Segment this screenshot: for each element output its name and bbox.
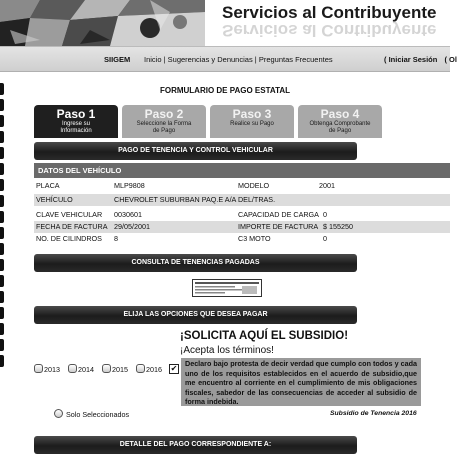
section-header-tenencia: PAGO DE TENENCIA Y CONTROL VEHICULAR [34, 142, 357, 160]
field-value: 0 [323, 210, 327, 219]
radio-label: Solo Seleccionados [66, 410, 130, 419]
step-desc: de Pago [328, 128, 352, 134]
top-navbar [0, 46, 457, 72]
side-tab[interactable] [0, 147, 4, 159]
side-tab[interactable] [0, 323, 4, 335]
page-brand-title: Servicios al Contribuyente [222, 3, 437, 22]
side-tab[interactable] [0, 163, 4, 175]
receipt-icon[interactable] [192, 279, 262, 297]
field-value: 8 [114, 234, 118, 243]
field-label: NO. DE CILINDROS [36, 234, 102, 243]
side-tab[interactable] [0, 131, 4, 143]
subsidy-terms-checkbox[interactable]: ✔ [170, 364, 178, 373]
vehicle-row-placa [34, 180, 450, 192]
side-tab[interactable] [0, 99, 4, 111]
side-tab[interactable] [0, 291, 4, 303]
field-label: C3 MOTO [238, 234, 271, 243]
checkbox-icon [102, 364, 111, 373]
nav-extra-link[interactable]: ( Ol [444, 55, 457, 64]
step-number: Paso 4 [320, 107, 360, 121]
side-tab[interactable] [0, 275, 4, 287]
nav-link-preguntas[interactable]: Preguntas Frecuentes [258, 55, 333, 64]
field-label: MODELO [238, 181, 270, 190]
side-tab[interactable] [0, 227, 4, 239]
field-value: 0030601 [114, 210, 142, 219]
mosaic-banner-image [0, 0, 205, 46]
year-checkbox-2013[interactable] [34, 364, 60, 375]
nav-links: Inicio | Sugerencias y Denuncias | Preguntas Frecuentes [144, 55, 333, 64]
step-number: Paso 2 [144, 107, 184, 121]
field-label: IMPORTE DE FACTURA [238, 222, 319, 231]
field-label: FECHA DE FACTURA [36, 222, 108, 231]
step-4-tab[interactable] [298, 105, 382, 138]
year-label: 2016 [146, 365, 162, 374]
brand-title-reflection: Servicios al Contribuyente [222, 21, 437, 40]
vehicle-row-cilindros [34, 233, 450, 245]
nav-brand: SIIGEM [104, 55, 131, 64]
field-label: CLAVE VEHICULAR [36, 210, 103, 219]
step-desc: Ingrese su [61, 121, 91, 127]
side-tab[interactable] [0, 339, 4, 351]
field-label: CAPACIDAD DE CARGA [238, 210, 319, 219]
field-value: MLP9808 [114, 181, 145, 190]
step-desc: Información [60, 128, 92, 134]
nav-login [384, 55, 457, 64]
section-header-detalle: DETALLE DEL PAGO CORRESPONDIENTE A: [34, 436, 357, 454]
vehicle-data-heading: DATOS DEL VEHÍCULO [34, 163, 450, 178]
side-tab[interactable] [0, 243, 4, 255]
side-tab[interactable] [0, 211, 4, 223]
field-value: 2001 [319, 181, 335, 190]
field-value: CHEVROLET SUBURBAN PAQ.E A/A DEL/TRAS. [114, 195, 276, 204]
side-tab[interactable] [0, 259, 4, 271]
field-value: $ 155250 [323, 222, 353, 231]
vehicle-row-fecha [34, 221, 450, 233]
consulta-tenencias-button[interactable]: CONSULTA DE TENENCIAS PAGADAS [34, 254, 357, 272]
step-desc: de Pago [152, 128, 176, 134]
side-tab[interactable] [0, 195, 4, 207]
step-desc: Seleccione la Forma [136, 121, 192, 127]
nav-link-sugerencias[interactable]: Sugerencias y Denuncias [167, 55, 253, 64]
section-header-opciones: ELIJA LAS OPCIONES QUE DESEA PAGAR [34, 306, 357, 324]
field-value: 29/05/2001 [114, 222, 150, 231]
step-1-tab[interactable] [34, 105, 118, 138]
step-desc: Obtenga Comprobante [309, 121, 371, 127]
vehicle-row-clave [34, 209, 450, 221]
year-label: 2014 [78, 365, 94, 374]
radio-icon [54, 409, 63, 418]
checkbox-icon [34, 364, 43, 373]
year-label: 2015 [112, 365, 128, 374]
side-tab[interactable] [0, 179, 4, 191]
checkbox-icon [136, 364, 145, 373]
form-title: FORMULARIO DE PAGO ESTATAL [159, 86, 291, 95]
nav-link-inicio[interactable]: Inicio [144, 55, 162, 64]
login-link[interactable]: ( Iniciar Sesión [384, 55, 438, 64]
year-checkbox-2015[interactable] [102, 364, 128, 375]
step-2-tab[interactable] [122, 105, 206, 138]
side-tab[interactable] [0, 115, 4, 127]
side-tab[interactable] [0, 355, 4, 367]
subsidy-title: ¡SOLICITA AQUÍ EL SUBSIDIO! [180, 330, 349, 342]
year-checkbox-2014[interactable] [68, 364, 94, 375]
subsidy-subtitle: ¡Acepta los términos! [180, 345, 274, 356]
site-header [0, 0, 450, 46]
step-3-tab[interactable] [210, 105, 294, 138]
subsidy-declaration: Declaro bajo protesta de decir verdad que cumplo con todos y cada uno de los requisitos establecidos en el acuerdo de subsidio,que me encuentro al corriente en el cumplimiento de mis obligaciones fiscales, sabedor de las consecuencias de acceder al subsidio de forma indebida. [181, 358, 421, 406]
step-number: Paso 1 [56, 107, 96, 121]
field-label: VEHÍCULO [36, 195, 73, 204]
checkbox-icon [68, 364, 77, 373]
year-checkbox-2016[interactable] [136, 364, 162, 375]
step-number: Paso 3 [232, 107, 272, 121]
side-tab[interactable] [0, 307, 4, 319]
vehicle-row-vehiculo [34, 194, 450, 206]
step-desc: Realice su Pago [230, 121, 274, 127]
solo-seleccionados-radio[interactable] [54, 409, 129, 420]
side-tab-strip [0, 83, 4, 371]
field-label: PLACA [36, 181, 60, 190]
subsidy-note: Subsidio de Tenencia 2016 [330, 410, 417, 417]
year-label: 2013 [44, 365, 60, 374]
field-value: 0 [323, 234, 327, 243]
